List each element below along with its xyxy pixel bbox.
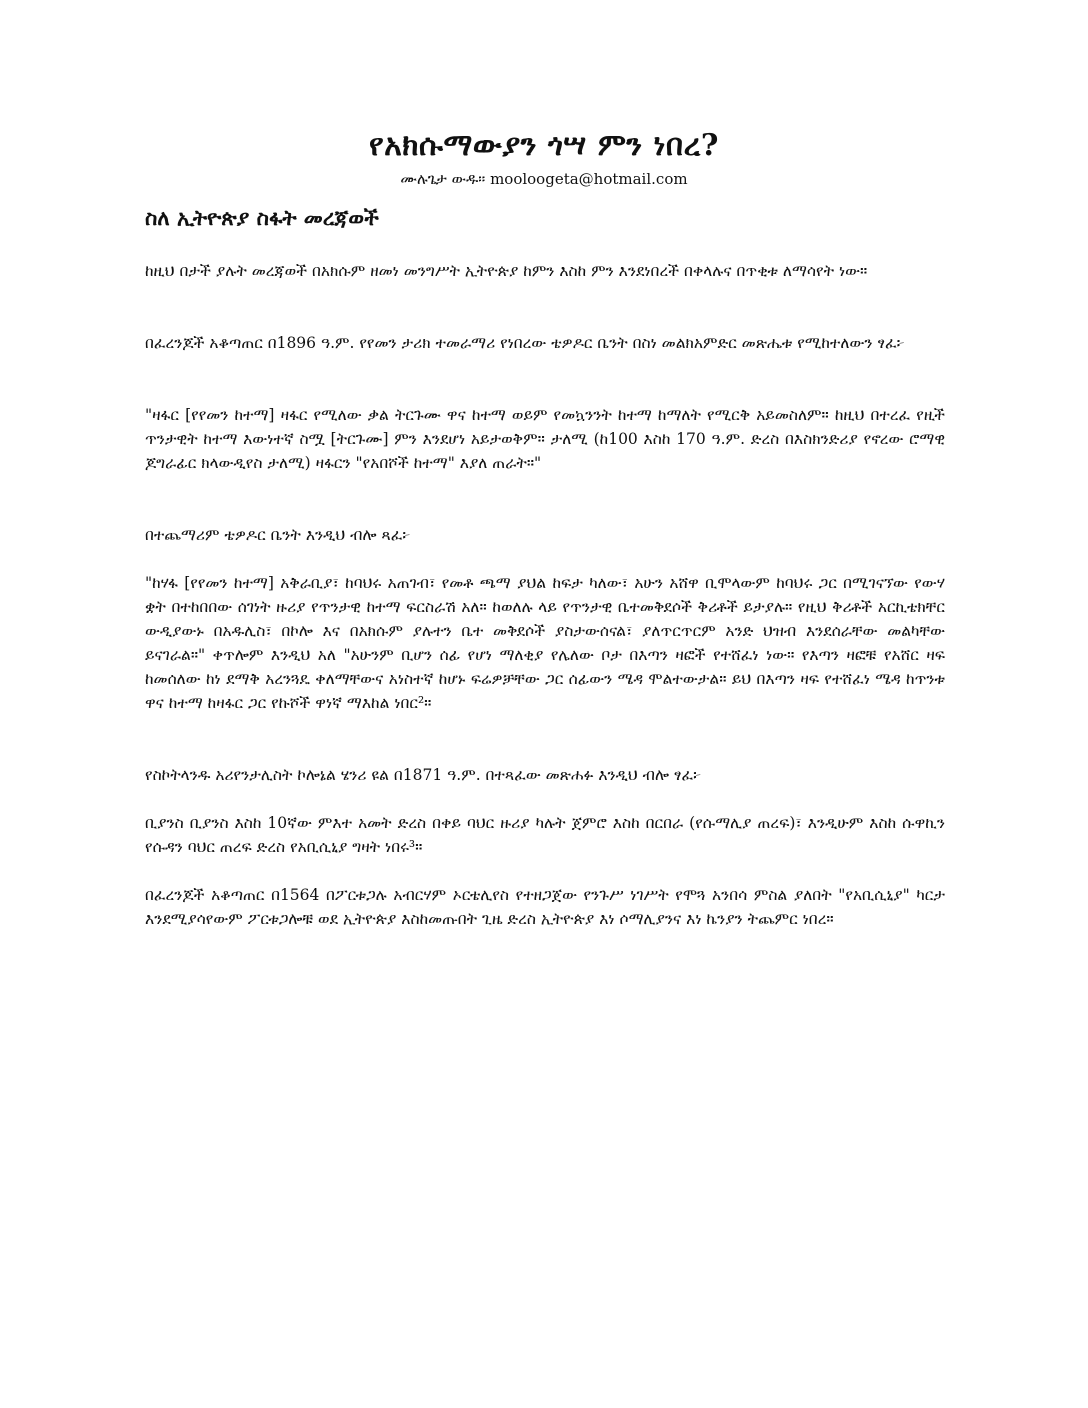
paragraph-6: የስኮትላንዱ አሪየንታሊስት ኮሎኔል ሄንሪ ዩል በ1871 ዓ.ም. በተጻፈው መጽሐፉ እንዲህ ብሎ ፃፈ፦ <box>145 766 702 784</box>
paragraph-2: በፈረንጆች አቆጣጠር በ1896 ዓ.ም. የየመን ታሪክ ተመራማሪ የነበረው ቴዎዶር ቤንት በስነ መልክአምድር መጽሔቱ የሚከተለውን ፃፈ፦ <box>145 334 905 352</box>
paragraph-4: በተጨማሪም ቴዎዶር ቤንት እንዲህ ብሎ ጻፈ፦ <box>145 526 411 544</box>
paragraph-5-quote: "ከሃፋ [የየመን ከተማ] አቅራቢያ፣ ከባህሩ አጠገብ፣ የመቶ ጫማ ያህል ከፍታ ካለው፣ አሁን አሸዋ ቢሞላውም ከባህሩ ጋር በሚገናኘው የውሃ ቋት በተከበበው ሰገነት ዙሪያ የጥንታዊ ከተማ ፍርስራሽ አለ። ከወለሉ ላይ የጥንታዊ ቤተመቅደሶች ቅሪቶች ይታያሉ። የዚህ ቅሪቶች አርኪቴክቸር ውዲያውኑ በአዱሊስ፣ በኮሎ እና በአክሱም ያሉተን ቤተ መቅደሶች ያስታውሰናል፣ ያለጥርጥርም አንድ ህዝብ እንደሰራቸው መልካቸው ይናገራል።" ቀጥሎም እንዲህ አለ "አሁንም ቢሆን ሰፊ የሆነ ማለቂያ የሌለው ቦታ በእጣን ዛፎች የተሸፈነ ነው። የእጣን ዛፎቹ የአሸር ዛፍ ከመሰለው ከነ ደማቅ አረንጓዴ ቀለማቸውና አነስተኛ ከሆኑ ፍሬዎቻቸው ጋር ሰፊውን ሜዳ ሞልተውታል። ይህ በእጣን ዛፍ የተሸፈነ ሜዳ ከጥንቱ ዋና ከተማ ከዛፋር ጋር የኩሾች ዋነኛ ማእከል ነበር²። <box>145 574 945 712</box>
section-heading: ስለ ኢትዮጵያ ስፋት መረጃወች <box>145 205 379 230</box>
paragraph-3-quote: "ዛፋር [የየመን ከተማ] ዛፋር የሚለው ቃል ትርጉሙ ዋና ከተማ ወይም የመኳንንት ከተማ ከማለት የሚርቅ አይመስለም። ከዚህ በተረፈ የዚች ጥንታዊት ከተማ እውነተኛ ስሟ [ትርጉሙ] ምን እንደሆነ አይታወቅም። ታለሚ (ከ100 እስከ 170 ዓ.ም. ድረስ በእስክንድሪያ የኖረው ሮማዊ ጆግራፊር ክላውዲየስ ታለሚ) ዛፋርን "የአበሾች ከተማ" እያለ ጠራት።" <box>145 406 945 472</box>
page-title: የአክሱማውያን ጎሣ ምን ነበረ? <box>368 128 719 163</box>
paragraph-7: ቢያንስ ቢያንስ እስከ 10ኛው ምእተ አመት ድረስ በቀይ ባህር ዙሪያ ካሉት ጀምሮ እስከ በርበራ (የሱማሊያ ጠረፍ)፣ እንዲሁም እስከ ሱዋኪን የሱዳን ባህር ጠረፍ ድረስ የአቢሲኒያ ግዛት ነበሩ³። <box>145 814 945 856</box>
author-byline: ሙሉጌታ ውዱ። mooloogeta@hotmail.com <box>400 170 688 188</box>
paragraph-1: ከዚህ በታች ያሉት መረጃወች በአክሱም ዘመነ መንግሥት ኢትዮጵያ ከምን እስከ ምን እንደነበረች በቀላሉና በጥቂቱ ለማሳየት ነው። <box>145 262 868 280</box>
paragraph-8: በፈረንጆች አቆጣጠር በ1564 በፖርቱጋሉ አብርሃም ኦርቴሊየስ የተዘጋጀው የንጉሥ ነገሥት የሞጓ አንበሳ ምስል ያለበት "የአቢሲኒያ" ካርታ እንደሚያሳየውም ፖርቱጋሎቹ ወደ ኢትዮጵያ እስከመጡበት ጊዜ ድረስ ኢትዮጵያ እነ ሶማሊያንና እነ ኬንያን ትጨምር ነበረ። <box>145 886 945 928</box>
